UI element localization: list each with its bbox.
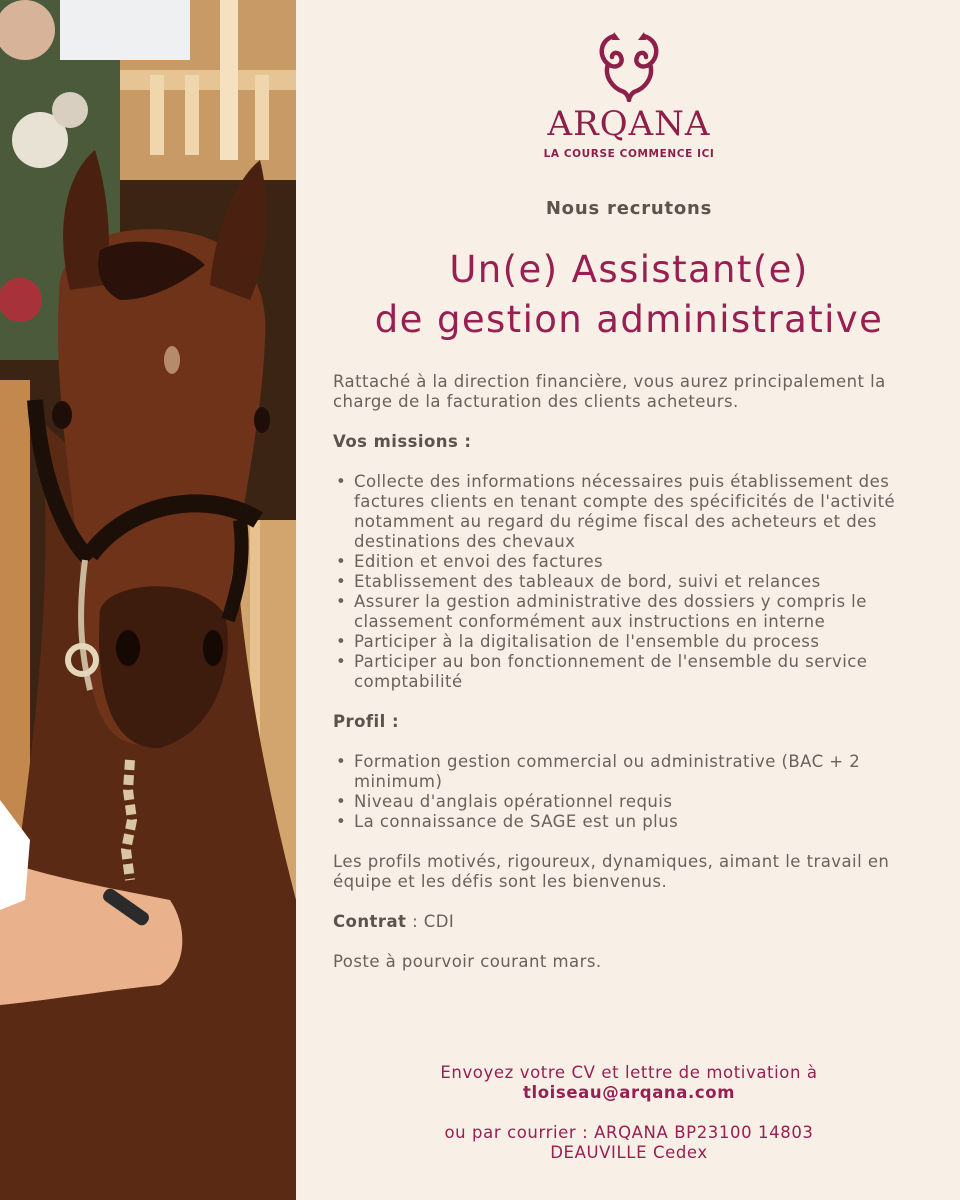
bullet-icon: • bbox=[336, 552, 347, 571]
list-item bbox=[333, 572, 925, 592]
mail-address-line-2: DEAUVILLE Cedex bbox=[550, 1143, 708, 1162]
arqana-logo bbox=[298, 30, 960, 160]
list-item bbox=[333, 752, 925, 792]
bullet-icon: • bbox=[336, 472, 347, 491]
mission-text: Edition et envoi des factures bbox=[354, 552, 604, 571]
hiring-kicker: Nous recrutons bbox=[545, 198, 713, 219]
job-content bbox=[298, 0, 960, 1200]
horse-illustration bbox=[0, 0, 296, 1200]
mission-text: Assurer la gestion administrative des dossiers y compris le classement conformément aux instructions en interne bbox=[354, 592, 867, 631]
horse-photo bbox=[0, 0, 296, 1200]
mission-text: Participer à la digitalisation de l'ensemble du process bbox=[354, 632, 820, 651]
bullet-icon: • bbox=[336, 592, 347, 611]
bullet-icon: • bbox=[336, 652, 347, 671]
profil-list bbox=[333, 752, 925, 832]
list-item bbox=[333, 632, 925, 652]
contract-label: Contrat bbox=[333, 912, 407, 931]
contract-line bbox=[333, 912, 925, 932]
apply-mail-block bbox=[298, 1123, 960, 1163]
job-title-line-2: de gestion administrative bbox=[374, 298, 884, 341]
profil-text: Formation gestion commercial ou administrative (BAC + 2 minimum) bbox=[354, 752, 861, 791]
apply-email-link[interactable]: tloiseau@arqana.com bbox=[522, 1083, 735, 1102]
mail-address-line-1: ou par courrier : ARQANA BP23100 14803 bbox=[444, 1123, 814, 1142]
job-title bbox=[298, 245, 960, 345]
brand-name: ARQANA bbox=[547, 104, 711, 144]
profil-text: Niveau d'anglais opérationnel requis bbox=[354, 792, 673, 811]
intro-text: Rattaché à la direction financière, vous aurez principalement la charge de la facturation des clients acheteurs. bbox=[333, 372, 886, 411]
profil-text: La connaissance de SAGE est un plus bbox=[354, 812, 679, 831]
list-item bbox=[333, 472, 925, 552]
bullet-icon: • bbox=[336, 792, 347, 811]
list-item bbox=[333, 812, 925, 832]
missions-heading: Vos missions : bbox=[333, 432, 472, 451]
mission-text: Collecte des informations nécessaires puis établissement des factures clients en tenant compte des spécificités de l'activité notamment au regard du régime fiscal des acheteurs et des destinations des chevaux bbox=[354, 472, 896, 551]
bullet-icon: • bbox=[336, 572, 347, 591]
start-text: Poste à pourvoir courant mars. bbox=[333, 952, 602, 971]
brand-tagline: LA COURSE COMMENCE ICI bbox=[543, 148, 715, 160]
bullet-icon: • bbox=[336, 752, 347, 771]
profiles-text: Les profils motivés, rigoureux, dynamiques, aimant le travail en équipe et les défis sont les bienvenus. bbox=[333, 852, 890, 891]
job-title-line-1: Un(e) Assistant(e) bbox=[449, 248, 809, 291]
profil-heading: Profil : bbox=[333, 712, 399, 731]
apply-instruction: Envoyez votre CV et lettre de motivation à bbox=[440, 1063, 818, 1082]
list-item bbox=[333, 792, 925, 812]
job-description bbox=[333, 372, 925, 972]
list-item bbox=[333, 652, 925, 692]
mission-text: Etablissement des tableaux de bord, suivi et relances bbox=[354, 572, 821, 591]
list-item bbox=[333, 552, 925, 572]
contract-value: : CDI bbox=[406, 912, 455, 931]
bullet-icon: • bbox=[336, 632, 347, 651]
apply-email-block bbox=[298, 1063, 960, 1103]
seahorse-emblem-icon bbox=[594, 30, 664, 102]
list-item bbox=[333, 592, 925, 632]
bullet-icon: • bbox=[336, 812, 347, 831]
missions-list bbox=[333, 472, 925, 692]
mission-text: Participer au bon fonctionnement de l'ensemble du service comptabilité bbox=[354, 652, 868, 691]
